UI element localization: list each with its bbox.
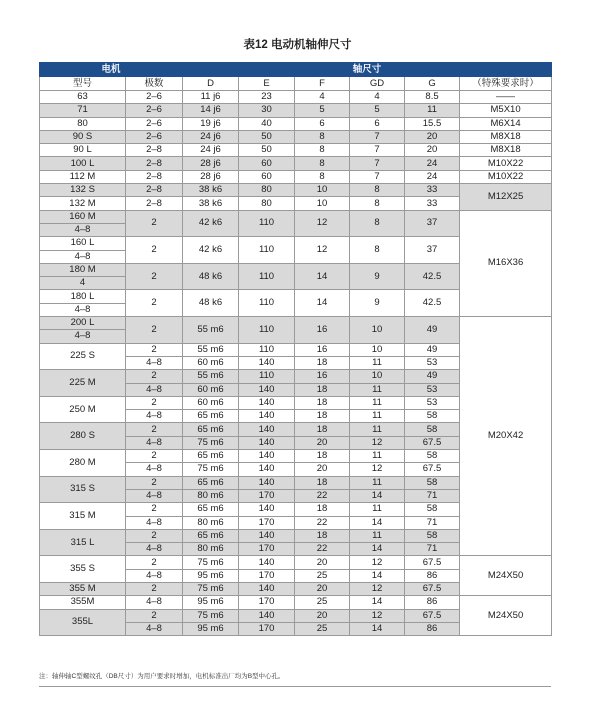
cell-gd: 8 [350, 184, 405, 197]
cell-f: 8 [295, 130, 350, 143]
cell-f: 18 [295, 396, 350, 409]
cell-gd: 7 [350, 130, 405, 143]
cell-g: 58 [405, 423, 460, 436]
cell-g: 53 [405, 396, 460, 409]
cell-f: 22 [295, 516, 350, 529]
cell-g: 42.5 [405, 290, 460, 317]
cell-f: 20 [295, 436, 350, 449]
cell-model: 63 [40, 91, 126, 104]
table-title: 表12 电动机轴伸尺寸 [243, 39, 352, 51]
cell-e: 23 [239, 91, 295, 104]
cell-g: 37 [405, 210, 460, 237]
cell-gd: 8 [350, 210, 405, 237]
cell-d: 19 j6 [183, 117, 239, 130]
cell-e: 140 [239, 582, 295, 595]
cell-d: 75 m6 [183, 556, 239, 569]
cell-f: 12 [295, 210, 350, 237]
cell-special: M20X42 [460, 317, 552, 556]
cell-g: 86 [405, 622, 460, 635]
cell-gd: 14 [350, 543, 405, 556]
cell-d: 60 m6 [183, 383, 239, 396]
cell-e: 110 [239, 370, 295, 383]
cell-f: 18 [295, 476, 350, 489]
cell-f: 10 [295, 197, 350, 210]
cell-poles: 2–6 [126, 104, 183, 117]
cell-model: 280 S [40, 423, 126, 450]
cell-g: 53 [405, 383, 460, 396]
cell-e: 140 [239, 423, 295, 436]
cell-model: 225 S [40, 343, 126, 370]
cell-f: 18 [295, 503, 350, 516]
cell-gd: 7 [350, 170, 405, 183]
cell-f: 25 [295, 569, 350, 582]
cell-special: M16X36 [460, 210, 552, 316]
cell-f: 4 [295, 91, 350, 104]
cell-gd: 10 [350, 317, 405, 344]
cell-f: 16 [295, 343, 350, 356]
cell-special: M10X22 [460, 157, 552, 170]
header-row-columns [40, 77, 552, 91]
cell-gd: 11 [350, 450, 405, 463]
cell-special: M6X14 [460, 117, 552, 130]
cell-f: 14 [295, 263, 350, 290]
header-special: （特殊要求时） [460, 77, 552, 91]
header-g: G [405, 77, 460, 91]
cell-poles: 2 [126, 556, 183, 569]
cell-d: 60 m6 [183, 356, 239, 369]
cell-poles: 4–8 [126, 356, 183, 369]
cell-model: 250 M [40, 396, 126, 423]
cell-g: 15.5 [405, 117, 460, 130]
cell-gd: 11 [350, 423, 405, 436]
cell-gd: 9 [350, 290, 405, 317]
cell-special: M24X50 [460, 596, 552, 636]
cell-gd: 14 [350, 596, 405, 609]
shaft-dimension-table [39, 62, 552, 636]
cell-poles: 4–8 [126, 463, 183, 476]
cell-f: 8 [295, 157, 350, 170]
cell-model: 4–8 [40, 223, 126, 236]
cell-g: 67.5 [405, 556, 460, 569]
cell-gd: 4 [350, 91, 405, 104]
cell-gd: 10 [350, 343, 405, 356]
cell-f: 20 [295, 582, 350, 595]
cell-poles: 2 [126, 529, 183, 542]
header-d: D [183, 77, 239, 91]
cell-poles: 4–8 [126, 436, 183, 449]
cell-gd: 11 [350, 396, 405, 409]
header-model: 型号 [40, 77, 126, 91]
cell-poles: 2–6 [126, 117, 183, 130]
cell-gd: 11 [350, 410, 405, 423]
cell-d: 95 m6 [183, 596, 239, 609]
cell-d: 65 m6 [183, 476, 239, 489]
table-row [40, 317, 552, 330]
cell-model: 315 L [40, 529, 126, 556]
cell-poles: 2 [126, 237, 183, 264]
cell-d: 65 m6 [183, 450, 239, 463]
cell-f: 12 [295, 237, 350, 264]
cell-d: 55 m6 [183, 317, 239, 344]
cell-poles: 2–8 [126, 197, 183, 210]
cell-d: 42 k6 [183, 210, 239, 237]
cell-special: M8X18 [460, 130, 552, 143]
cell-poles: 4–8 [126, 516, 183, 529]
cell-g: 24 [405, 170, 460, 183]
cell-g: 71 [405, 543, 460, 556]
cell-d: 38 k6 [183, 184, 239, 197]
cell-poles: 2 [126, 609, 183, 622]
cell-g: 11 [405, 104, 460, 117]
cell-model: 4–8 [40, 303, 126, 316]
table-row [40, 130, 552, 143]
cell-poles: 4–8 [126, 543, 183, 556]
cell-f: 20 [295, 609, 350, 622]
header-row-group [40, 63, 552, 77]
table-row [40, 170, 552, 183]
table-row [40, 556, 552, 569]
cell-gd: 12 [350, 463, 405, 476]
cell-e: 170 [239, 489, 295, 502]
cell-poles: 4–8 [126, 410, 183, 423]
cell-d: 75 m6 [183, 609, 239, 622]
table-row [40, 144, 552, 157]
cell-model: 90 S [40, 130, 126, 143]
cell-f: 5 [295, 104, 350, 117]
cell-g: 33 [405, 197, 460, 210]
cell-d: 11 j6 [183, 91, 239, 104]
cell-d: 24 j6 [183, 130, 239, 143]
cell-e: 30 [239, 104, 295, 117]
cell-poles: 2–6 [126, 91, 183, 104]
cell-g: 20 [405, 144, 460, 157]
cell-g: 49 [405, 343, 460, 356]
cell-e: 140 [239, 436, 295, 449]
cell-model: 355 M [40, 582, 126, 595]
footnote: 注：轴伸轴C型螺纹孔（DB尺寸）为用户要求时增加，电机标准出厂均为B型中心孔。 [39, 671, 551, 687]
table-row [40, 210, 552, 223]
cell-special: M10X22 [460, 170, 552, 183]
cell-g: 42.5 [405, 263, 460, 290]
table-row [40, 91, 552, 104]
cell-d: 75 m6 [183, 463, 239, 476]
cell-f: 16 [295, 317, 350, 344]
cell-d: 65 m6 [183, 423, 239, 436]
cell-poles: 2 [126, 423, 183, 436]
header-poles: 极数 [126, 77, 183, 91]
cell-f: 8 [295, 144, 350, 157]
cell-e: 170 [239, 596, 295, 609]
cell-g: 37 [405, 237, 460, 264]
cell-poles: 2 [126, 476, 183, 489]
cell-special: M12X25 [460, 184, 552, 211]
cell-model: 4–8 [40, 330, 126, 343]
cell-d: 60 m6 [183, 396, 239, 409]
cell-d: 38 k6 [183, 197, 239, 210]
cell-gd: 11 [350, 476, 405, 489]
cell-f: 10 [295, 184, 350, 197]
cell-model: 4–8 [40, 250, 126, 263]
cell-d: 14 j6 [183, 104, 239, 117]
cell-model: 80 [40, 117, 126, 130]
cell-gd: 11 [350, 356, 405, 369]
cell-e: 60 [239, 157, 295, 170]
cell-g: 67.5 [405, 609, 460, 622]
cell-model: 160 L [40, 237, 126, 250]
cell-model: 315 S [40, 476, 126, 503]
cell-e: 140 [239, 383, 295, 396]
cell-model: 100 L [40, 157, 126, 170]
cell-f: 8 [295, 170, 350, 183]
cell-poles: 2 [126, 503, 183, 516]
cell-f: 25 [295, 622, 350, 635]
header-e: E [239, 77, 295, 91]
cell-poles: 2–8 [126, 157, 183, 170]
cell-gd: 11 [350, 383, 405, 396]
cell-poles: 2 [126, 582, 183, 595]
cell-g: 58 [405, 410, 460, 423]
cell-e: 140 [239, 450, 295, 463]
cell-g: 49 [405, 317, 460, 344]
cell-poles: 4–8 [126, 622, 183, 635]
cell-e: 170 [239, 569, 295, 582]
cell-e: 110 [239, 343, 295, 356]
cell-model: 200 L [40, 317, 126, 330]
cell-g: 49 [405, 370, 460, 383]
cell-f: 25 [295, 596, 350, 609]
cell-e: 110 [239, 237, 295, 264]
cell-special: M5X10 [460, 104, 552, 117]
cell-model: 355L [40, 609, 126, 636]
cell-d: 48 k6 [183, 290, 239, 317]
cell-g: 58 [405, 476, 460, 489]
cell-gd: 11 [350, 503, 405, 516]
cell-g: 86 [405, 596, 460, 609]
table-row [40, 596, 552, 609]
header-gd: GD [350, 77, 405, 91]
cell-e: 80 [239, 184, 295, 197]
cell-model: 132 M [40, 197, 126, 210]
cell-model: 180 M [40, 263, 126, 276]
cell-model: 4 [40, 277, 126, 290]
cell-f: 22 [295, 543, 350, 556]
cell-poles: 4–8 [126, 569, 183, 582]
cell-e: 170 [239, 543, 295, 556]
cell-poles: 2 [126, 343, 183, 356]
cell-d: 75 m6 [183, 436, 239, 449]
cell-poles: 2 [126, 210, 183, 237]
cell-g: 71 [405, 516, 460, 529]
cell-e: 80 [239, 197, 295, 210]
cell-f: 18 [295, 356, 350, 369]
cell-model: 225 M [40, 370, 126, 397]
cell-poles: 2 [126, 370, 183, 383]
cell-g: 86 [405, 569, 460, 582]
cell-gd: 11 [350, 529, 405, 542]
cell-f: 14 [295, 290, 350, 317]
cell-d: 80 m6 [183, 516, 239, 529]
cell-d: 65 m6 [183, 503, 239, 516]
cell-d: 80 m6 [183, 489, 239, 502]
cell-e: 170 [239, 516, 295, 529]
cell-special: M8X18 [460, 144, 552, 157]
cell-f: 22 [295, 489, 350, 502]
cell-d: 65 m6 [183, 410, 239, 423]
cell-gd: 12 [350, 556, 405, 569]
cell-e: 110 [239, 263, 295, 290]
cell-poles: 2 [126, 450, 183, 463]
cell-model: 90 L [40, 144, 126, 157]
cell-gd: 14 [350, 569, 405, 582]
cell-d: 65 m6 [183, 529, 239, 542]
cell-f: 18 [295, 410, 350, 423]
cell-g: 20 [405, 130, 460, 143]
cell-poles: 4–8 [126, 383, 183, 396]
cell-d: 55 m6 [183, 343, 239, 356]
header-f: F [295, 77, 350, 91]
cell-g: 67.5 [405, 436, 460, 449]
cell-model: 71 [40, 104, 126, 117]
cell-gd: 10 [350, 370, 405, 383]
cell-special: M24X50 [460, 556, 552, 596]
cell-poles: 2 [126, 290, 183, 317]
cell-e: 140 [239, 476, 295, 489]
cell-g: 58 [405, 503, 460, 516]
cell-gd: 8 [350, 197, 405, 210]
cell-gd: 12 [350, 582, 405, 595]
cell-d: 24 j6 [183, 144, 239, 157]
cell-gd: 9 [350, 263, 405, 290]
cell-poles: 2–8 [126, 170, 183, 183]
cell-e: 140 [239, 609, 295, 622]
cell-g: 53 [405, 356, 460, 369]
cell-g: 58 [405, 450, 460, 463]
cell-e: 40 [239, 117, 295, 130]
table-row [40, 157, 552, 170]
cell-poles: 2 [126, 317, 183, 344]
cell-gd: 14 [350, 622, 405, 635]
cell-f: 20 [295, 556, 350, 569]
cell-gd: 8 [350, 237, 405, 264]
cell-e: 140 [239, 503, 295, 516]
cell-e: 60 [239, 170, 295, 183]
cell-model: 132 S [40, 184, 126, 197]
cell-gd: 14 [350, 516, 405, 529]
cell-e: 170 [239, 622, 295, 635]
cell-e: 140 [239, 356, 295, 369]
cell-gd: 12 [350, 436, 405, 449]
cell-poles: 2 [126, 396, 183, 409]
cell-d: 75 m6 [183, 582, 239, 595]
cell-g: 71 [405, 489, 460, 502]
cell-d: 28 j6 [183, 157, 239, 170]
cell-e: 140 [239, 556, 295, 569]
cell-model: 112 M [40, 170, 126, 183]
cell-poles: 2–6 [126, 130, 183, 143]
cell-poles: 2–8 [126, 184, 183, 197]
cell-gd: 12 [350, 609, 405, 622]
cell-g: 67.5 [405, 463, 460, 476]
cell-e: 110 [239, 210, 295, 237]
cell-f: 18 [295, 423, 350, 436]
cell-poles: 4–8 [126, 596, 183, 609]
cell-f: 16 [295, 370, 350, 383]
cell-d: 48 k6 [183, 263, 239, 290]
table-row [40, 104, 552, 117]
cell-e: 140 [239, 463, 295, 476]
cell-poles: 2 [126, 263, 183, 290]
cell-gd: 7 [350, 144, 405, 157]
cell-special: —— [460, 91, 552, 104]
table-row [40, 117, 552, 130]
cell-model: 315 M [40, 503, 126, 530]
cell-g: 67.5 [405, 582, 460, 595]
cell-e: 50 [239, 144, 295, 157]
cell-gd: 7 [350, 157, 405, 170]
cell-f: 18 [295, 383, 350, 396]
cell-f: 18 [295, 450, 350, 463]
cell-d: 95 m6 [183, 622, 239, 635]
cell-e: 140 [239, 396, 295, 409]
cell-g: 58 [405, 529, 460, 542]
cell-e: 140 [239, 410, 295, 423]
cell-model: 180 L [40, 290, 126, 303]
cell-e: 110 [239, 290, 295, 317]
cell-model: 355 S [40, 556, 126, 583]
cell-f: 6 [295, 117, 350, 130]
cell-poles: 4–8 [126, 489, 183, 502]
cell-d: 28 j6 [183, 170, 239, 183]
cell-e: 110 [239, 317, 295, 344]
cell-model: 280 M [40, 450, 126, 477]
header-motor: 电机 [40, 63, 183, 77]
cell-d: 55 m6 [183, 370, 239, 383]
cell-e: 140 [239, 529, 295, 542]
cell-gd: 5 [350, 104, 405, 117]
cell-gd: 6 [350, 117, 405, 130]
cell-model: 355M [40, 596, 126, 609]
header-shaft: 轴尺寸 [183, 63, 552, 77]
cell-g: 33 [405, 184, 460, 197]
cell-d: 42 k6 [183, 237, 239, 264]
cell-d: 95 m6 [183, 569, 239, 582]
cell-poles: 2–8 [126, 144, 183, 157]
table-row [40, 184, 552, 197]
cell-f: 18 [295, 529, 350, 542]
cell-gd: 14 [350, 489, 405, 502]
cell-model: 160 M [40, 210, 126, 223]
cell-g: 24 [405, 157, 460, 170]
cell-d: 80 m6 [183, 543, 239, 556]
cell-g: 8.5 [405, 91, 460, 104]
cell-f: 20 [295, 463, 350, 476]
cell-e: 50 [239, 130, 295, 143]
